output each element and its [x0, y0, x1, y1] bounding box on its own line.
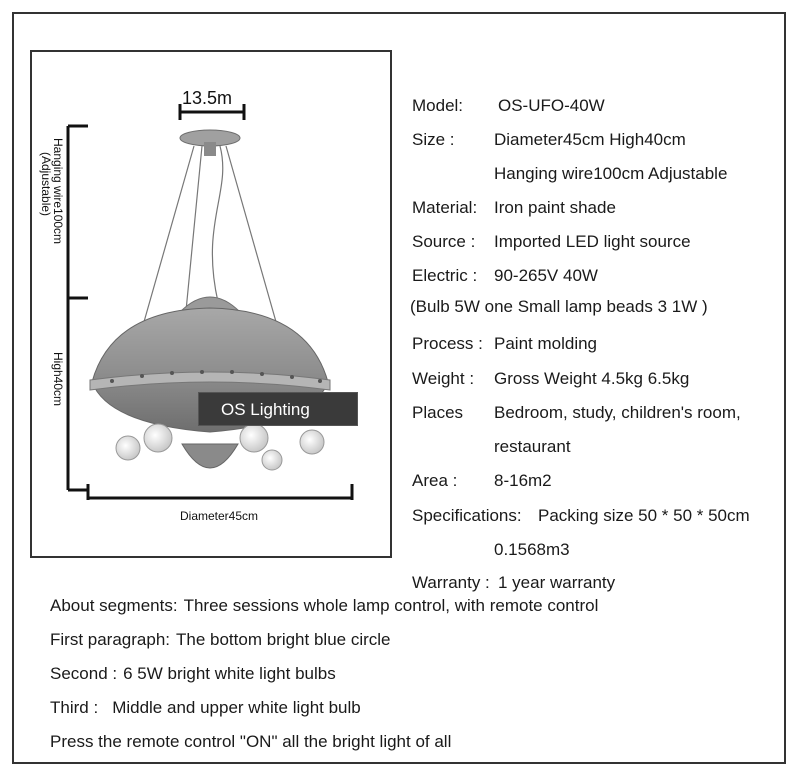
canopy-stem [204, 142, 216, 156]
lamp-bottom-cone [182, 444, 238, 468]
note-value: Press the remote control "ON" all the bright light of all [50, 732, 452, 751]
hanging-wire-bracket [68, 126, 88, 298]
spec-value: 1 year warranty [498, 573, 616, 592]
spec-value: Diameter45cm High40cm [494, 130, 686, 149]
note-about-segments [50, 596, 598, 616]
top-dimension-label: 13.5m [182, 88, 233, 108]
spec-label: Source : [412, 232, 476, 251]
spec-label: Specifications: [412, 506, 522, 525]
note-label: Third : [50, 698, 99, 717]
spec-value: Imported LED light source [494, 232, 691, 251]
brand-watermark: OS Lighting [198, 392, 358, 426]
height-bracket [68, 298, 88, 490]
spec-value: Bedroom, study, children's room, [494, 403, 741, 422]
diameter-label: Diameter45cm [180, 509, 259, 523]
note-value: Middle and upper white light bulb [112, 698, 361, 717]
spec-label: Places [412, 403, 464, 422]
spec-label: Size : [412, 130, 455, 149]
spec-value: (Bulb 5W one Small lamp beads 3 1W ) [410, 297, 708, 316]
note-second [50, 664, 336, 684]
adjustable-label: (Adjustable) [39, 152, 53, 217]
product-illustration [32, 52, 390, 556]
spec-value: Gross Weight 4.5kg 6.5kg [494, 369, 690, 388]
note-label: Second : [50, 664, 118, 683]
note-press-remote [50, 732, 451, 752]
spec-value: Paint molding [494, 334, 598, 353]
height-label: High40cm [51, 352, 65, 407]
spec-value: Iron paint shade [494, 198, 616, 217]
spec-value: OS-UFO-40W [498, 96, 605, 115]
spec-value: restaurant [494, 437, 571, 456]
spec-value: 8-16m2 [494, 471, 552, 490]
note-third [50, 698, 361, 718]
spec-value: Packing size 50 * 50 * 50cm [538, 506, 750, 525]
note-label: First paragraph: [50, 630, 170, 649]
spec-label: Process : [412, 334, 483, 353]
note-value: 6 5W bright white light bulbs [123, 664, 336, 683]
note-first-paragraph [50, 630, 391, 650]
note-label: About segments: [50, 596, 178, 615]
product-photo-frame [30, 50, 392, 558]
spec-label: Model: [412, 96, 464, 115]
spec-label: Area : [412, 471, 458, 490]
spec-label: Weight : [412, 369, 475, 388]
spec-value: 0.1568m3 [494, 540, 570, 559]
spec-label: Electric : [412, 266, 478, 285]
note-value: The bottom bright blue circle [176, 630, 391, 649]
diameter-bracket [88, 484, 352, 500]
hanging-wire-label: Hanging wire100cm [51, 138, 65, 245]
note-value: Three sessions whole lamp control, with remote control [183, 596, 599, 615]
spec-label: Warranty : [412, 573, 490, 592]
spec-value: 90-265V 40W [494, 266, 598, 285]
spec-label: Material: [412, 198, 478, 217]
spec-value: Hanging wire100cm Adjustable [494, 164, 728, 183]
